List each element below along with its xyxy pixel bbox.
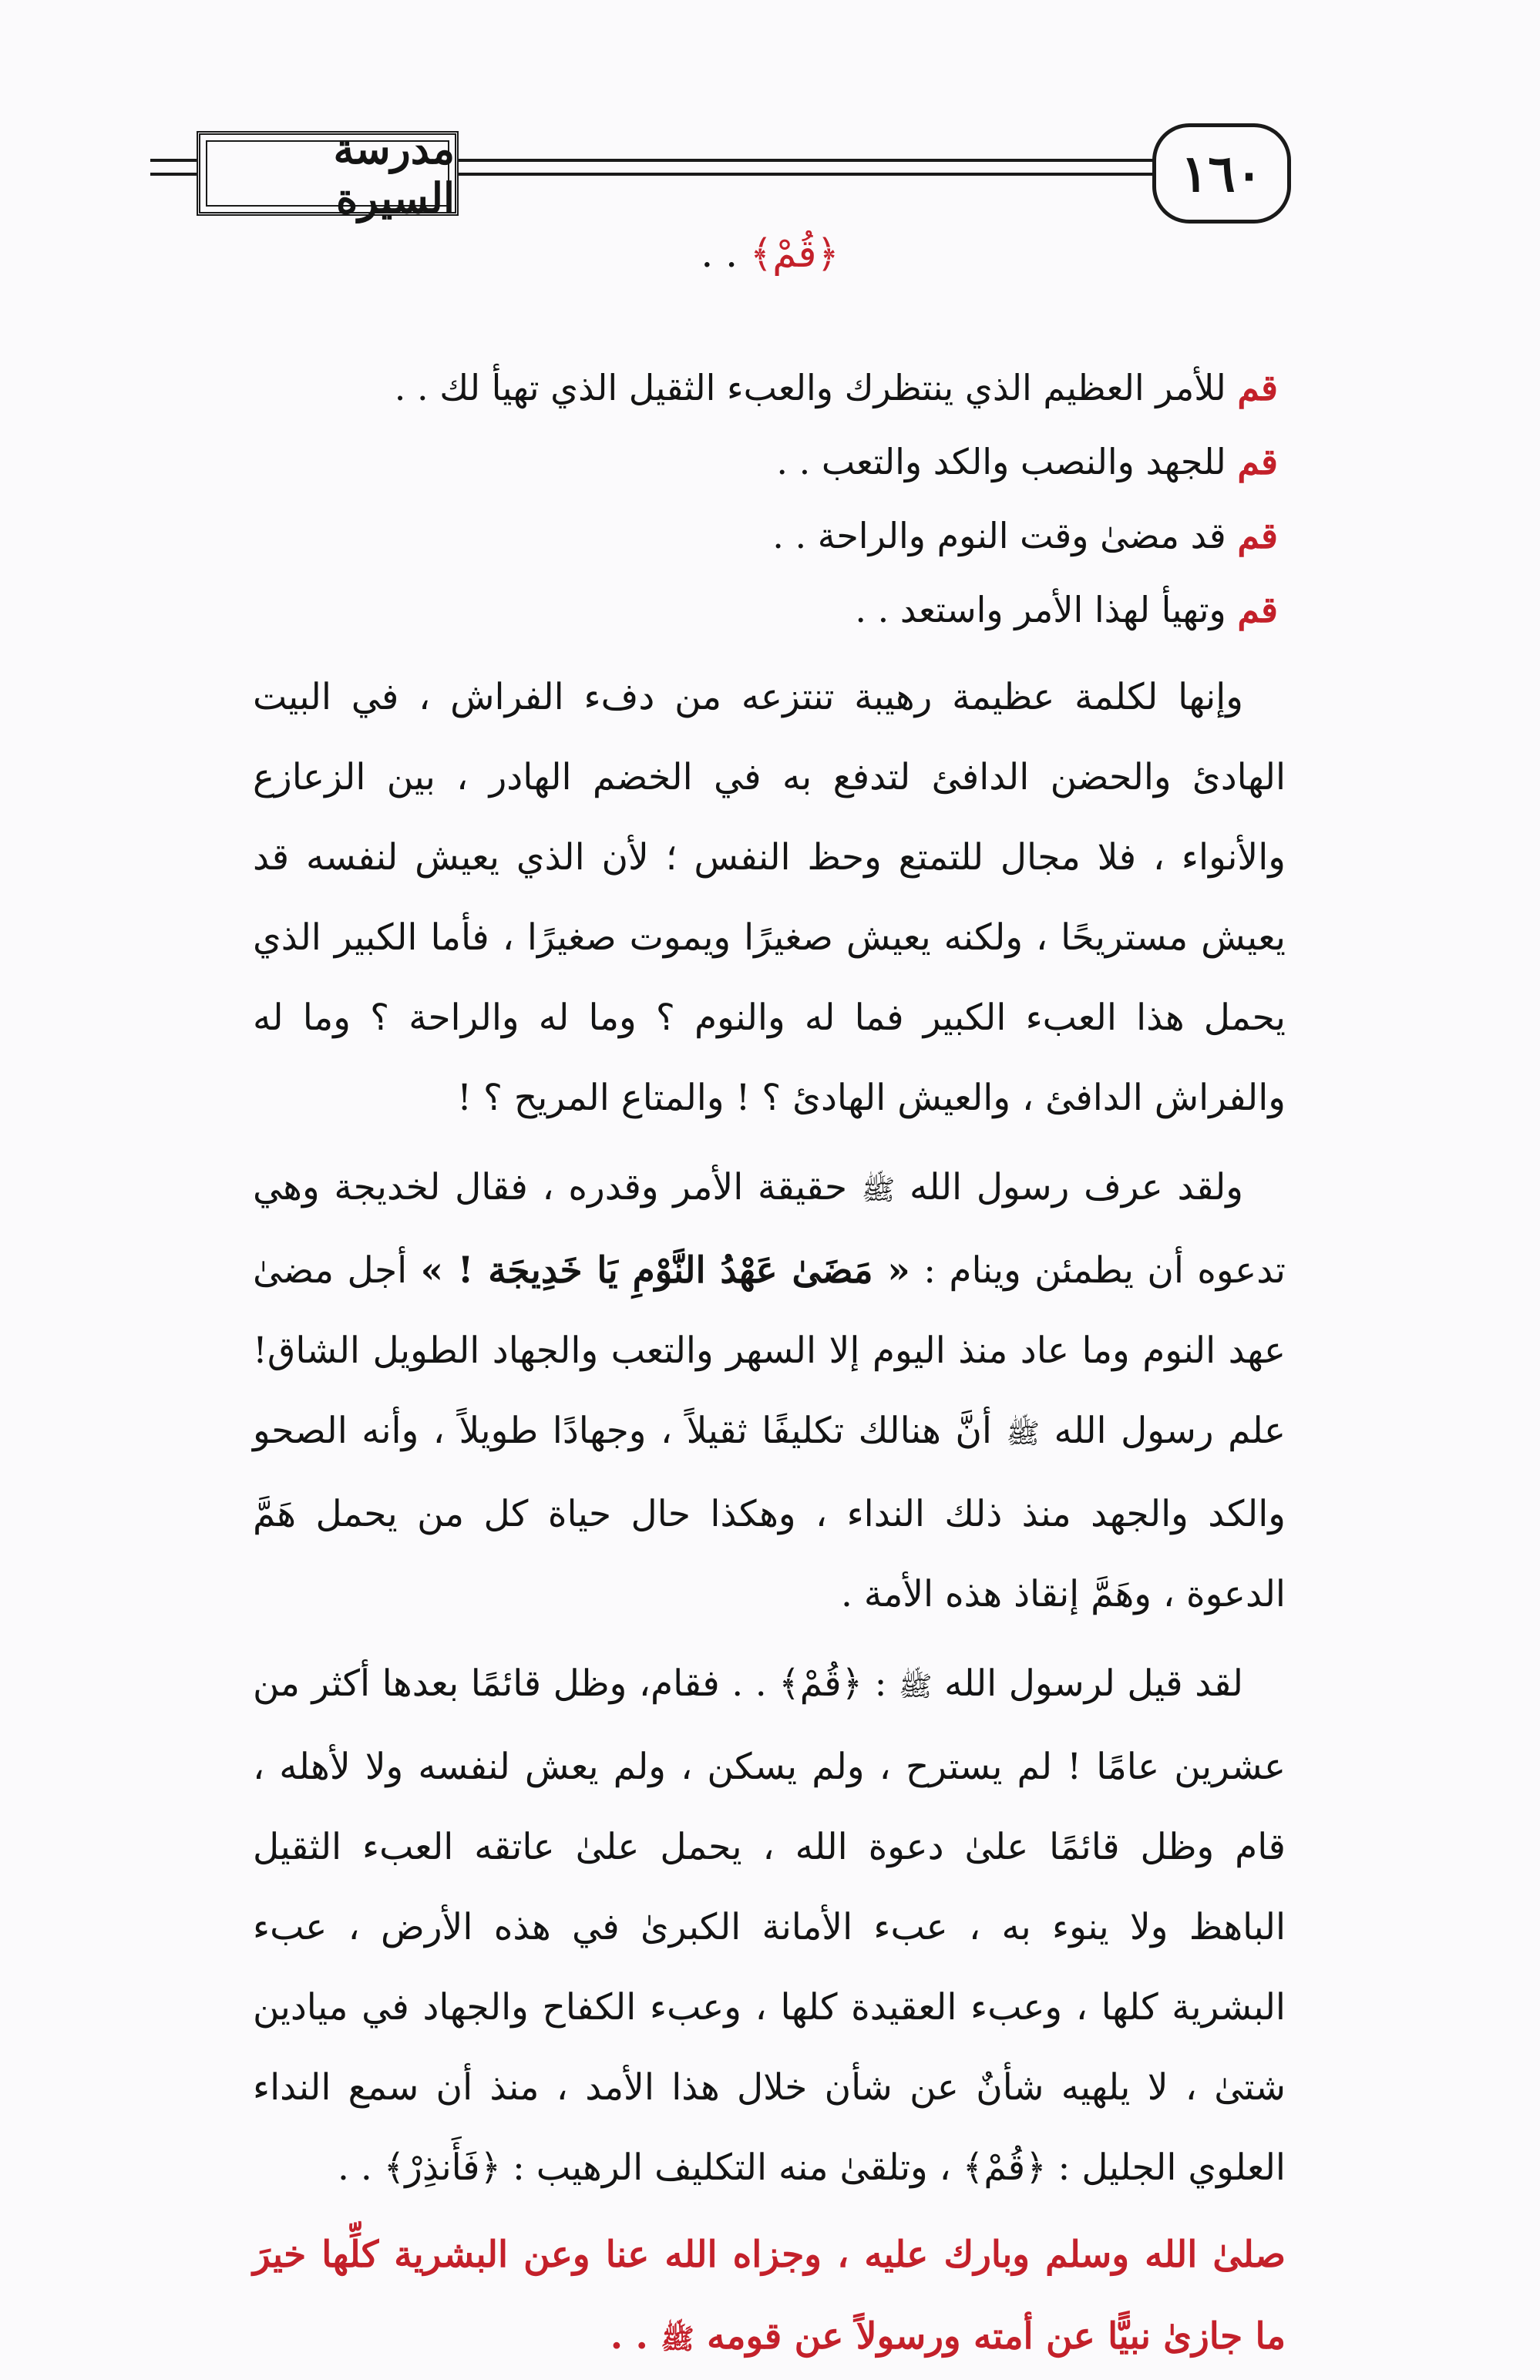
qum-line-2 — [253, 425, 1286, 499]
heading-word: ﴿قُمْ﴾ — [749, 231, 839, 276]
closing-dots: . . — [610, 2315, 648, 2358]
book-title-text: مدرسة السيرة — [333, 124, 455, 223]
qum-text: للأمر العظيم الذي ينتظرك والعبء الثقيل الذي تهيأ لك . . — [394, 367, 1226, 408]
closing-prayer — [253, 2214, 1286, 2380]
page-number: ١٦٠ — [1152, 123, 1291, 224]
p2-text-d: أنَّ هنالك تكليفًا ثقيلاً ، وجهادًا طويلاً ، وأنه الصحو والكد والجهد منذ ذلك النداء ، وهكذا حال حياة كل من يحمل هَمَّ الدعوة ، وهَمَّ إنقاذ هذه الأمة . — [253, 1410, 1286, 1615]
qum-word: قم — [1237, 515, 1278, 556]
qum-word: قم — [1237, 367, 1278, 408]
heading-dots: . . — [701, 231, 738, 276]
paragraph-2 — [253, 1148, 1286, 1635]
qum-word: قم — [1237, 441, 1278, 482]
closing-text: صلىٰ الله وسلم وبارك عليه ، وجزاه الله عنا وعن البشرية كلِّها خيرَ ما جازىٰ نبيًّا عن أمته ورسولاً عن قومه — [253, 2234, 1286, 2358]
hadith-quote: « مَضَىٰ عَهْدُ النَّوْمِ يَا خَدِيجَة ! » — [420, 1249, 910, 1292]
salawat-mark: ﷺ — [861, 1175, 896, 1206]
qum-text: قد مضىٰ وقت النوم والراحة . . — [772, 515, 1226, 556]
salawat-mark: ﷺ — [661, 2323, 694, 2355]
book-title — [197, 124, 459, 223]
p3-text-b: : ﴿قُمْ﴾ . . فقام، وظل قائمًا بعدها أكثر من عشرين عامًا ! لم يسترح ، ولم يسكن ، ولم يعش لنفسه ولا لأهله ، قام وظل قائمًا علىٰ دعوة الله ، يحمل علىٰ عاتقه العبء الثقيل الباهظ ولا ينوء به ، عبء الأمانة الكبرىٰ في هذه الأرض ، عبء البشرية كلها ، وعبء العقيدة كلها ، وعبء الكفاح والجهاد في ميادين شتىٰ ، لا يلهيه شأنٌ عن شأن خلال هذا الأمد ، منذ أن سمع النداء العلوي الجليل : ﴿قُمْ﴾ ، وتلقىٰ منه التكليف الرهيب : ﴿فَأَنذِرْ﴾ . . — [253, 1662, 1286, 2189]
salawat-mark: ﷺ — [1006, 1418, 1040, 1450]
paragraph-1: وإنها لكلمة عظيمة رهيبة تنتزعه من دفء الفراش ، في البيت الهادئ والحضن الدافئ لتدفع به في الخضم الهادر ، بين الزعازع والأنواء ، فلا مجال للتمتع وحظ النفس ؛ لأن الذي يعيش لنفسه قد يعيش مستريحًا ، ولكنه يعيش صغيرًا ويموت صغيرًا ، فأما الكبير الذي يحمل هذا العبء الكبير فما له والنوم ؟ وما له والراحة ؟ وما له والفراش الدافئ ، والعيش الهادئ ؟ ! والمتاع المريح ؟ ! — [253, 676, 1286, 1119]
page-header — [150, 123, 1306, 224]
qum-text: وتهيأ لهذا الأمر واستعد . . — [855, 589, 1226, 630]
salawat-mark: ﷺ — [899, 1671, 933, 1703]
p3-text-a: لقد قيل لرسول الله — [944, 1662, 1243, 1705]
qum-line-4 — [253, 573, 1286, 647]
page-body — [253, 351, 1286, 2380]
qum-line-1 — [253, 351, 1286, 425]
qum-line-3 — [253, 499, 1286, 573]
p2-text-a: ولقد عرف رسول الله — [909, 1166, 1243, 1208]
qum-text: للجهد والنصب والكد والتعب . . — [776, 441, 1226, 482]
p2-text-b: حقيقة الأمر وقدره ، فقال لخديجة وهي تدعوه أن يطمئن وينام : — [253, 1166, 1286, 1292]
paragraph-3 — [253, 1644, 1286, 2208]
section-heading — [0, 231, 1540, 276]
p2-text-c: أجل مضىٰ عهد النوم وما عاد منذ اليوم إلا السهر والتعب والجهاد الطويل الشاق! علم رسول الله — [253, 1249, 1286, 1452]
qum-word: قم — [1237, 589, 1278, 630]
